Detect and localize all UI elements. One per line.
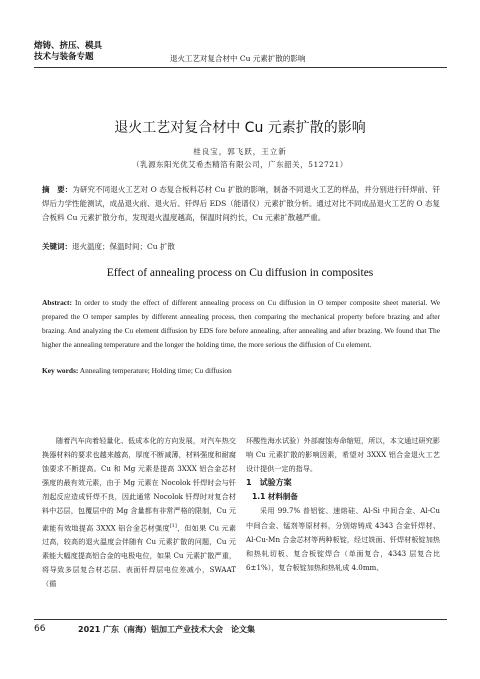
keywords-chinese-label: 关键词： <box>42 242 72 251</box>
journal-section-label <box>34 41 102 63</box>
abstract-chinese <box>42 183 440 226</box>
body-column-left <box>42 434 236 591</box>
citation-ref: [1] <box>169 522 177 529</box>
section-heading: 1 试验方案 <box>246 478 292 488</box>
paper-title-english: Effect of annealing process on Cu diffusion in composites <box>106 267 374 279</box>
footer-divider <box>34 619 447 620</box>
paper-title-chinese: 退火工艺对复合材中 Cu 元素扩散的影响 <box>114 120 366 136</box>
abstract-chinese-text: 为研究不同退火工艺对 O 态复合板料芯材 Cu 扩散的影响，制备不同退火工艺的样品，并分别进行钎焊前、钎焊后力学性能测试，成品退火前、退火后、钎焊后 EDS（能谱仪）元素扩散分析。通过对比不同成品退火工艺的 O 态复合板料 Cu 元素扩散分布，发现退火温度越高，保温时间约长，Cu 元素扩散越严重。 <box>42 185 440 223</box>
keywords-english-label: Key words: <box>42 366 79 375</box>
running-title: 退火工艺对复合材中 Cu 元素扩散的影响 <box>170 54 306 63</box>
intro-paragraph <box>42 434 236 591</box>
keywords-english <box>42 366 440 375</box>
header-divider <box>34 67 447 68</box>
abstract-english-label: Abstract: <box>42 298 72 307</box>
abstract-english <box>42 296 440 352</box>
keywords-chinese <box>42 241 440 252</box>
page-number: 66 <box>34 624 46 634</box>
materials-paragraph: 采用 99.7% 普铝锭、速熔硅、Al-Si 中间合金、Al-Cu 中间合金、锰剂等原材料，分别熔铸成 4343 合金钎焊材、Al-Cu-Mn 合金芯材等两种板锭，经过铣面、钎焊材板锭加热和热轧切板、复合板锭焊合（单面复合，4343 层复合比 6±1%），复合板锭加热和热轧成 4.0mm、 <box>246 506 440 572</box>
intro-text-part1: 随着汽车向着轻量化、低成本化的方向发展，对汽车热交换器材料的要求也越来越高，厚度不断减薄，材料强度和耐腐蚀要求不断提高。Cu 和 Mg 元素是提高 3XXX 铝合金芯材强度的最有效元素，由于 Mg 元素在 Nocolok 钎焊时会与钎剂起反应造成钎焊不良，因此通常 Nocolok 钎焊时对复合材料中芯层，包覆层中的 Mg 含量都有非常严格的限制，Cu 元素能有效地提高 3XXX 铝合金芯材强度 <box>42 436 236 532</box>
body-column-right <box>246 434 440 575</box>
keywords-english-text: Annealing temperature; Holding time; Cu diffusion <box>79 366 232 375</box>
journal-section-line2: 技术与装备专题 <box>34 52 94 62</box>
intro-paragraph-continued: 环酸性海水试验）外部腐蚀寿命缩短，所以，本文通过研究影响 Cu 元素扩散的影响因素，希望对 3XXX 铝合金退火工艺设计提供一定的指导。 <box>246 436 440 474</box>
authors: 桂良宝，郭飞跃，王立新 <box>193 147 287 156</box>
journal-section-line1: 熔铸、挤压、模具 <box>34 41 103 51</box>
intro-text-part2: ，但如果 Cu 元素过高，较高的退火温度会伴随有 Cu 元素扩散的问题，Cu 元素能大幅度提高铝合金的电极电位，如果 Cu 元素扩散严重，将导致多层复合材芯层、表面钎焊层电位差减小，SWAAT（循 <box>42 522 236 589</box>
abstract-chinese-label: 摘 要： <box>42 185 73 194</box>
abstract-english-text: In order to study the effect of different annealing process on Cu diffusion in O temper composite sheet material. We prepared the O temper samples by different annealing process, then comparing the mechanical property before brazing and after brazing. And analyzing the Cu element diffusion by EDS fore before annealing, after annealing and after brazing. We found that The higher the annealing temperature and the longer the holding time, the more serious the diffusion of Cu element. <box>42 298 440 350</box>
subsection-heading: 1.1 材料制备 <box>252 492 298 502</box>
proceedings-title: 2021 广东（南海）铝加工产业技术大会 论文集 <box>78 625 256 634</box>
keywords-chinese-text: 退火温度；保温时间；Cu 扩散 <box>72 242 175 251</box>
affiliation: （乳源东阳光优艾希杰精箔有限公司，广东韶关，512721） <box>132 160 348 169</box>
